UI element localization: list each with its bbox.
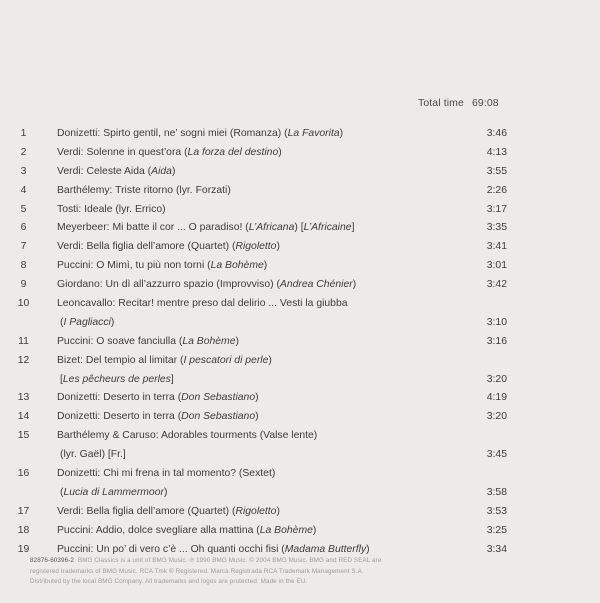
track-row — [0, 371, 600, 390]
title-text: ) — [366, 543, 370, 555]
title-text: [ — [60, 373, 63, 385]
track-number: 12 — [17, 354, 30, 366]
work-title: I pescatori di perle — [183, 354, 269, 366]
track-row — [0, 219, 600, 238]
track-title — [57, 276, 356, 295]
track-title — [57, 295, 348, 314]
work-title: Aida — [151, 165, 172, 177]
footer-copyright — [30, 556, 570, 588]
track-row — [0, 182, 600, 201]
track-row — [0, 408, 600, 427]
track-number: 11 — [18, 335, 29, 347]
work-title: Andrea Chénier — [279, 279, 353, 291]
title-text: Donizetti: Deserto in terra ( — [57, 411, 182, 423]
track-title — [57, 408, 259, 427]
title-text: Puccini: O soave fanciulla ( — [57, 335, 183, 347]
title-text: Leoncavallo: Recitar! mentre preso dal delirio ... Vesti la giubba — [57, 298, 348, 310]
track-number: 16 — [17, 468, 30, 480]
track-duration: 3:45 — [486, 449, 507, 461]
title-text: Donizetti: Deserto in terra ( — [57, 392, 182, 404]
track-number: 7 — [20, 241, 27, 253]
title-text: Meyerbeer: Mi batte il cor ... O paradiso! ( — [57, 222, 249, 234]
track-duration: 3:10 — [486, 316, 507, 328]
track-title — [57, 163, 175, 182]
title-text: ) — [352, 279, 357, 291]
track-title — [57, 427, 317, 446]
work-title: La forza del destino — [187, 146, 279, 158]
track-duration: 4:19 — [486, 392, 507, 404]
total-time — [418, 97, 499, 109]
track-row — [0, 389, 600, 408]
track-row — [0, 163, 600, 182]
title-text: ) — [276, 505, 280, 517]
catalog-number: 82876-60396-2 — [30, 557, 75, 564]
title-text: ) — [278, 146, 282, 158]
track-title — [57, 465, 275, 484]
track-duration: 3:01 — [486, 260, 507, 272]
track-row — [0, 125, 600, 144]
title-text: ) — [235, 335, 239, 347]
track-number: 17 — [17, 505, 30, 517]
title-text: ) — [276, 241, 280, 253]
track-duration: 3:55 — [486, 165, 507, 177]
title-text: ( — [60, 486, 64, 498]
title-text: ) — [255, 392, 259, 404]
track-number: 15 — [17, 430, 30, 442]
track-duration: 2:26 — [486, 184, 507, 196]
track-duration: 3:20 — [486, 411, 507, 423]
track-duration: 3:34 — [486, 543, 507, 555]
track-row — [0, 333, 600, 352]
work-title: La Favorita — [287, 128, 340, 139]
work-title: Les pêcheurs de perles — [62, 373, 171, 385]
track-row — [0, 314, 600, 333]
title-text: ) — [268, 354, 272, 366]
title-text: ] — [170, 373, 174, 385]
title-text: ) — [263, 260, 268, 272]
track-title — [60, 446, 126, 465]
track-duration: 3:58 — [486, 486, 507, 498]
track-number: 4 — [20, 184, 27, 196]
title-text: Verdi: Bella figlia dell’amore (Quartet) ( — [57, 505, 236, 517]
track-number: 9 — [20, 279, 27, 291]
track-number: 3 — [20, 165, 27, 177]
work-title: Rigoletto — [235, 241, 277, 253]
total-time-value: 69:08 — [471, 97, 499, 109]
track-row — [0, 276, 600, 295]
track-number: 5 — [20, 203, 27, 215]
work-title: Lucia di Lammermoor — [63, 486, 164, 498]
track-number: 14 — [17, 411, 30, 423]
track-row — [0, 484, 600, 503]
title-text: ) — [312, 524, 317, 536]
footer-line: Distributed by the local BMG Company. All trademarks and logos are protected. Made in the EU. — [30, 578, 308, 586]
track-title — [60, 314, 114, 333]
track-title — [57, 257, 267, 276]
track-number: 2 — [20, 146, 27, 158]
track-duration: 3:25 — [486, 524, 507, 536]
track-duration: 3:53 — [486, 505, 507, 517]
track-title — [57, 503, 280, 522]
title-text: Bizet: Del tempio al limitar ( — [57, 354, 184, 366]
track-row — [0, 295, 600, 314]
track-title — [57, 389, 259, 408]
work-title: Don Sebastiano — [181, 392, 256, 404]
footer-line: registered trademarks of BMG Music. RCA Tmk ® Registered. Marca Registrada RCA Trademark Management S.A. — [30, 567, 364, 575]
track-number: 18 — [17, 524, 30, 536]
title-text: ) — [339, 128, 344, 139]
track-duration: 3:41 — [486, 241, 507, 253]
track-list — [0, 125, 600, 559]
track-title — [60, 484, 167, 503]
title-text: Verdi: Bella figlia dell’amore (Quartet) ( — [57, 241, 236, 253]
track-title — [57, 238, 280, 257]
title-text: Verdi: Solenne in quest’ora ( — [57, 146, 188, 158]
work-title: L’Africaine — [303, 222, 352, 234]
title-text: Puccini: Un po’ di vero c’è ... Oh quanti occhi fisi ( — [57, 543, 285, 555]
title-text: ( — [60, 316, 64, 328]
track-row — [0, 238, 600, 257]
track-title — [57, 333, 239, 352]
track-duration: 4:13 — [486, 146, 507, 158]
track-duration: 3:20 — [486, 373, 507, 385]
title-text: ) — [163, 486, 168, 498]
title-text: Barthélemy & Caruso: Adorables tourments (Valse lente) — [57, 430, 318, 442]
track-title — [57, 182, 231, 201]
track-row — [0, 201, 600, 220]
track-title — [57, 201, 166, 220]
track-duration: 3:42 — [486, 279, 507, 291]
work-title: Rigoletto — [235, 505, 277, 517]
title-text: ) — [110, 316, 115, 328]
track-number: 10 — [17, 298, 30, 310]
title-text: (lyr. Gaël) [Fr.] — [60, 449, 126, 461]
title-text: Barthélemy: Triste ritorno (lyr. Forzati) — [57, 184, 231, 196]
track-title — [57, 125, 343, 144]
track-number: 19 — [17, 543, 30, 555]
title-text: Puccini: Addio, dolce svegliare alla mattina ( — [57, 524, 260, 536]
track-duration: 3:17 — [486, 203, 507, 215]
work-title: Madama Butterfly — [284, 543, 367, 555]
track-number: 8 — [20, 260, 27, 272]
track-row — [0, 257, 600, 276]
track-duration: 3:16 — [486, 335, 507, 347]
track-row — [0, 144, 600, 163]
track-title — [57, 144, 282, 163]
work-title: I Pagliacci — [63, 316, 111, 328]
track-title — [57, 522, 316, 541]
track-title — [57, 219, 354, 238]
track-row — [0, 427, 600, 446]
title-text: Puccini: O Mimì, tu più non torni ( — [57, 260, 211, 272]
track-duration: 3:35 — [486, 222, 507, 234]
track-duration: 3:46 — [486, 128, 507, 139]
track-row — [0, 503, 600, 522]
track-title — [60, 371, 174, 390]
track-title — [57, 352, 272, 371]
track-row — [0, 522, 600, 541]
track-row — [0, 465, 600, 484]
title-text: Donizetti: Chi mi frena in tal momento? (Sextet) — [57, 468, 276, 480]
total-time-label: Total time — [418, 97, 464, 109]
work-title: La Bohème — [259, 524, 313, 536]
track-row — [0, 446, 600, 465]
title-text: Tosti: Ideale (lyr. Errico) — [57, 203, 166, 215]
track-row — [0, 352, 600, 371]
title-text: ) — [255, 411, 259, 423]
title-text: ) [ — [294, 222, 304, 234]
title-text: Donizetti: Spirto gentil, ne’ sogni miei (Romanza) ( — [57, 128, 288, 139]
title-text: Verdi: Celeste Aida ( — [57, 165, 152, 177]
track-number: 6 — [20, 222, 27, 234]
track-number: 13 — [17, 392, 30, 404]
work-title: L’Africana — [248, 222, 295, 234]
title-text: Giordano: Un dì all’azzurro spazio (Improvviso) ( — [57, 279, 280, 291]
track-number: 1 — [20, 128, 27, 139]
work-title: La Bohème — [210, 260, 264, 272]
work-title: Don Sebastiano — [181, 411, 256, 423]
title-text: ] — [351, 222, 355, 234]
work-title: La Bohème — [182, 335, 236, 347]
title-text: ) — [171, 165, 176, 177]
footer-line: 82876-60396-2 BMG Classics is a unit of BMG Music. ℗ 1990 BMG Music. © 2004 BMG Music. BMG and RED SEAL are — [30, 557, 382, 564]
